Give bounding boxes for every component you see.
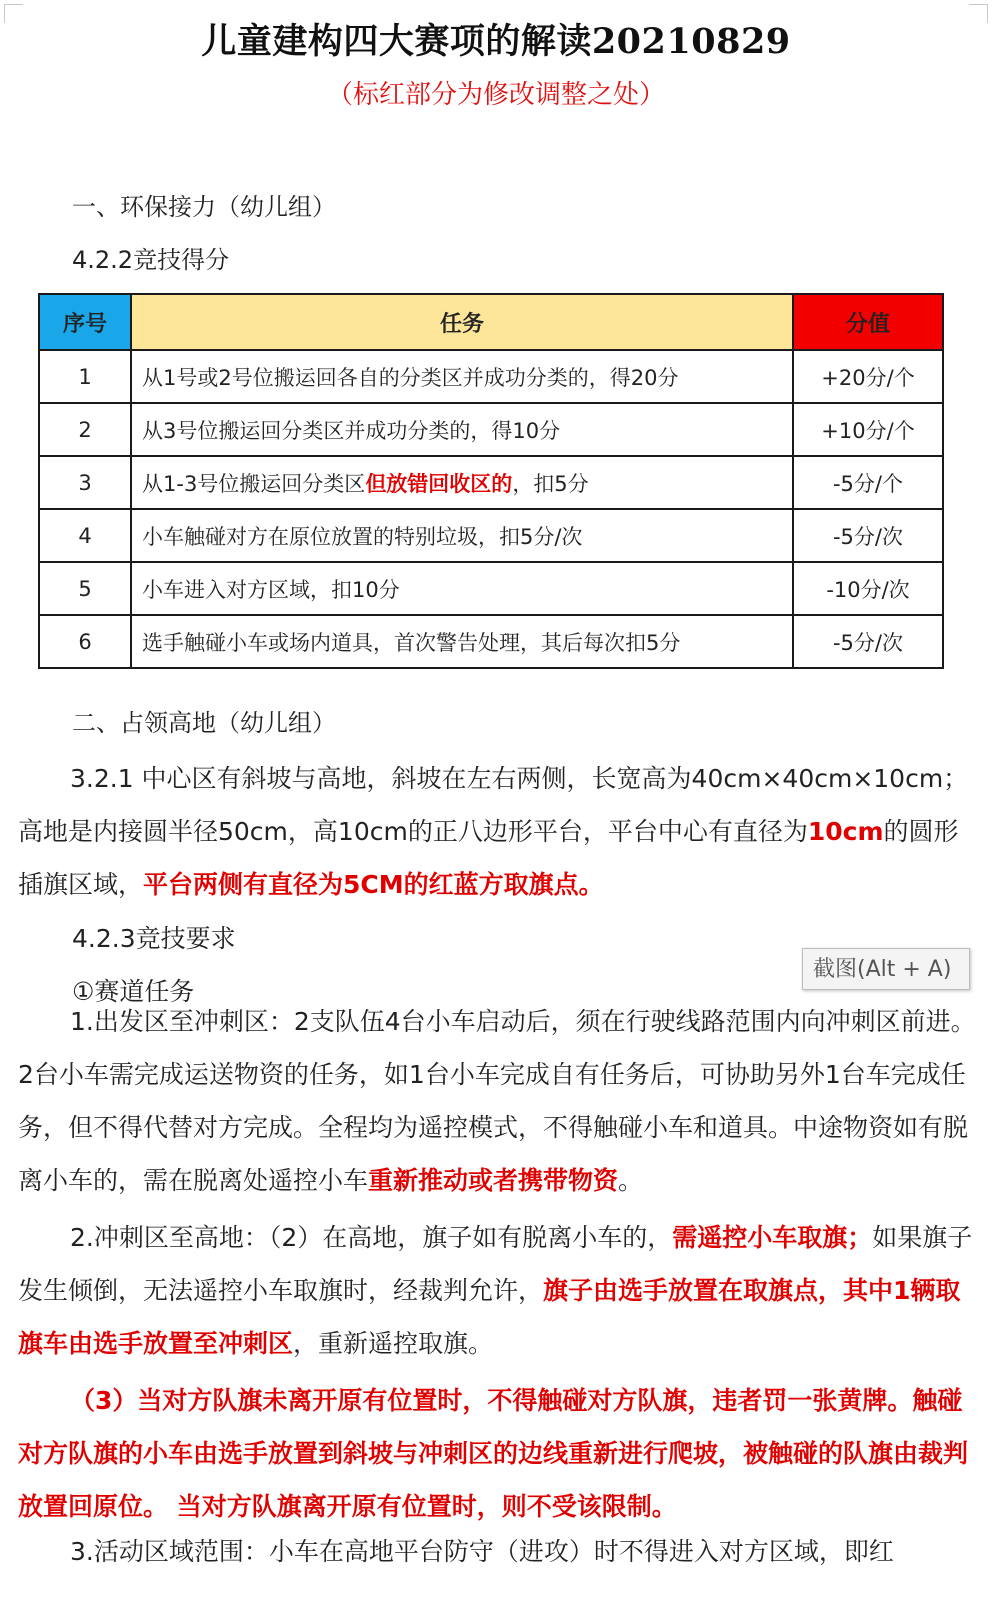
table-row	[39, 615, 943, 668]
p321-highlight-flag-points: 平台两侧有直径为5CM的红蓝方取旗点。	[143, 870, 604, 899]
row-task	[131, 456, 793, 509]
p321-highlight-diameter: 10cm	[807, 817, 884, 846]
score-table-header-row	[39, 294, 943, 350]
row-score: +10分/个	[793, 403, 943, 456]
header-score: 分值	[793, 294, 943, 350]
subheading-competition-requirements: 4.2.3竞技要求	[72, 924, 236, 953]
header-task: 任务	[131, 294, 793, 350]
p2-highlight-place-flag: 旗子由选手放置在取旗点，其中1辆取旗车由选手放置至冲刺区	[18, 1276, 961, 1358]
row-score: -5分/个	[793, 456, 943, 509]
section-heading-occupy-highland: 二、占领高地（幼儿组）	[72, 709, 336, 737]
row-score: -10分/次	[793, 562, 943, 615]
row-task: 从1号或2号位搬运回各自的分类区并成功分类的，得20分	[131, 350, 793, 403]
section-heading-eco-relay: 一、环保接力（幼儿组）	[72, 193, 336, 221]
table-row	[39, 562, 943, 615]
paragraph-sprint-to-highland	[18, 1211, 976, 1370]
score-table	[38, 293, 944, 669]
paragraph-3-2-1	[18, 752, 976, 911]
row-task: 小车触碰对方在原位放置的特别垃圾，扣5分/次	[131, 509, 793, 562]
header-index: 序号	[39, 294, 131, 350]
p2-text: 2.冲刺区至高地：（2）在高地，旗子如有脱离小车的，	[70, 1223, 673, 1252]
row-task-text-end: ，扣5分	[512, 471, 589, 496]
row-task: 小车进入对方区域，扣10分	[131, 562, 793, 615]
row-index: 5	[39, 562, 131, 615]
paragraph-opponent-flag-rule: （3）当对方队旗未离开原有位置时，不得触碰对方队旗，违者罚一张黄牌。触碰对方队旗的小车由选手放置到斜坡与冲刺区的边线重新进行爬坡，被触碰的队旗由裁判放置回原位。 当对方队旗离开原有位置时，则不受该限制。	[18, 1386, 969, 1521]
p2-text-2: 如果旗子发生倾倒，无法遥控小车取旗时，经裁判允许，	[18, 1223, 973, 1305]
row-score: -5分/次	[793, 509, 943, 562]
row-task-text: 从1-3号位搬运回分类区	[142, 471, 366, 496]
row-task-highlight: 但放错回收区的	[365, 471, 513, 496]
p2-text-end: ，重新遥控取旗。	[293, 1329, 494, 1358]
table-row	[39, 509, 943, 562]
row-index: 2	[39, 403, 131, 456]
row-score: -5分/次	[793, 615, 943, 668]
row-index: 3	[39, 456, 131, 509]
p2-highlight-retrieve-flag: 需遥控小车取旗；	[672, 1223, 873, 1252]
subheading-track-task: ①赛道任务	[72, 977, 195, 1006]
p321-text-2: 的圆形插旗区域，	[18, 817, 959, 899]
row-task: 选手触碰小车或场内道具，首次警告处理，其后每次扣5分	[131, 615, 793, 668]
row-index: 1	[39, 350, 131, 403]
table-row	[39, 350, 943, 403]
row-index: 6	[39, 615, 131, 668]
row-task: 从3号位搬运回分类区并成功分类的，得10分	[131, 403, 793, 456]
document-subtitle: （标红部分为修改调整之处）	[326, 80, 665, 110]
screenshot-tooltip: 截图(Alt + A)	[802, 948, 970, 990]
row-index: 4	[39, 509, 131, 562]
row-score: +20分/个	[793, 350, 943, 403]
p1-highlight: 重新推动或者携带物资	[368, 1166, 619, 1195]
p1-text: 1.出发区至冲刺区：2支队伍4台小车启动后，须在行驶线路范围内向冲刺区前进。2台小车需完成运送物资的任务，如1台小车完成自有任务后，可协助另外1台车完成任务，但不得代替对方完成。全程均为遥控模式，不得触碰小车和道具。中途物资如有脱离小车的，需在脱离处遥控小车	[18, 1007, 976, 1195]
p1-text-end: 。	[618, 1166, 644, 1195]
paragraph-activity-area: 3.活动区域范围：小车在高地平台防守（进攻）时不得进入对方区域，即红	[70, 1537, 894, 1566]
paragraph-start-to-sprint	[18, 995, 976, 1207]
subheading-competition-score: 4.2.2竞技得分	[72, 246, 230, 274]
table-row	[39, 403, 943, 456]
document-title: 儿童建构四大赛项的解读20210829	[201, 21, 791, 62]
p321-text: 3.2.1 中心区有斜坡与高地，斜坡在左右两侧，长宽高为40cm×40cm×10cm；高地是内接圆半径50cm，高10cm的正八边形平台，平台中心有直径为	[18, 764, 969, 846]
table-row	[39, 456, 943, 509]
